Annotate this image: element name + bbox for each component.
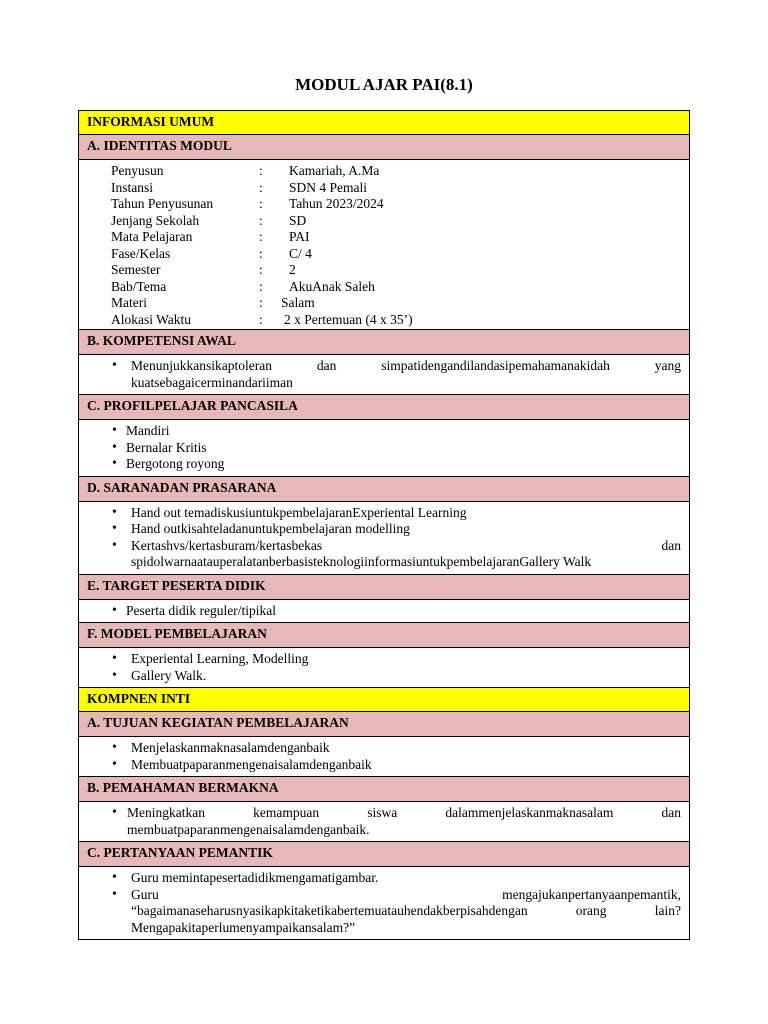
list-item: • Kertashvs/kertasburam/kertasbekas dan spidolwarnaatauperalatanberbasisteknologiinformasiuntukpembelajaranGallery Walk (87, 538, 681, 571)
identity-value: SD (289, 212, 307, 228)
identity-value: Kamariah, A.Ma (289, 163, 380, 178)
identity-separator: : (259, 295, 263, 310)
identity-label: Jenjang Sekolah (111, 212, 200, 228)
identity-label: Bab/Tema (111, 278, 167, 294)
section-header-informasi-umum: INFORMASI UMUM (79, 111, 689, 135)
section-header-identitas: A. IDENTITAS MODUL (79, 135, 689, 160)
pemahaman-body (79, 802, 689, 842)
list-item: • Peserta didik reguler/tipikal (87, 603, 681, 620)
list-item: • Experiental Learning, Modelling (87, 651, 681, 668)
identity-row (87, 196, 681, 213)
identity-value: SDN 4 Pemali (289, 179, 368, 195)
list-item: • Guru mengajukanpertanyaanpemantik, “bagaimanaseharusnyasikapkitaketikabertemuatauhendakberpisahdengan orang lain? Mengapakitaperlumenyampaikansalam?” (87, 887, 681, 937)
tujuan-body (79, 737, 689, 777)
identity-value: Tahun 2023/2024 (289, 196, 384, 211)
identity-value: Salam (281, 295, 315, 310)
pertanyaan-body (79, 867, 689, 939)
identity-label: Materi (111, 295, 147, 310)
identity-separator: : (259, 311, 263, 327)
list-item: • Mandiri (87, 423, 681, 440)
identity-label: Alokasi Waktu (111, 311, 192, 327)
identity-row (87, 180, 681, 197)
identity-separator: : (259, 179, 263, 195)
identity-row (87, 279, 681, 296)
list-item: • Hand outkisahteladanuntukpembelajaran modelling (87, 521, 681, 538)
target-body (79, 600, 689, 624)
list-item: • Gallery Walk. (87, 668, 681, 685)
list-item: • Menunjukkansikaptoleran dan simpatidengandilandasipemahamanakidah yang kuatsebagaicerminandariiman (87, 358, 681, 391)
identity-separator: : (259, 245, 263, 261)
document-title: MODUL AJAR PAI(8.1) (295, 75, 473, 94)
module-table (78, 110, 690, 940)
identity-separator: : (259, 262, 263, 277)
identity-separator: : (259, 163, 263, 178)
identity-separator: : (259, 278, 263, 294)
identity-row (87, 213, 681, 230)
identity-row (87, 163, 681, 180)
list-item: • Menjelaskanmaknasalamdenganbaik (87, 740, 681, 757)
section-header-target: E. TARGET PESERTA DIDIK (79, 575, 689, 600)
identity-label: Semester (111, 262, 161, 277)
identity-separator: : (259, 196, 263, 211)
identity-value: C/ 4 (289, 245, 312, 261)
list-item: • Bernalar Kritis (87, 440, 681, 457)
section-header-pertanyaan: C. PERTANYAAN PEMANTIK (79, 842, 689, 867)
list-item: • Meningkatkan kemampuan siswa dalammenjelaskanmaknasalam dan membuatpaparanmengenaisalamdenganbaik. (87, 805, 681, 838)
section-header-pemahaman: B. PEMAHAMAN BERMAKNA (79, 777, 689, 802)
identitas-body (79, 160, 689, 330)
identity-row (87, 312, 681, 329)
list-item: • Membuatpaparanmengenaisalamdenganbaik (87, 757, 681, 774)
identity-label: Penyusun (111, 163, 164, 178)
identity-value: PAI (289, 229, 310, 244)
section-header-model: F. MODEL PEMBELAJARAN (79, 623, 689, 648)
section-header-tujuan: A. TUJUAN KEGIATAN PEMBELAJARAN (79, 712, 689, 737)
profil-body (79, 420, 689, 477)
model-body (79, 648, 689, 688)
identity-label: Instansi (111, 179, 153, 195)
section-header-kompetensi: B. KOMPETENSI AWAL (79, 330, 689, 355)
identity-label: Mata Pelajaran (111, 229, 193, 244)
section-header-sarana: D. SARANADAN PRASARANA (79, 477, 689, 502)
sarana-body (79, 502, 689, 575)
list-item: • Guru memintapesertadidikmengamatigambar. (87, 870, 681, 887)
list-item: • Hand out temadiskusiuntukpembelajaranExperiental Learning (87, 505, 681, 522)
identity-separator: : (259, 229, 263, 244)
identity-row (87, 295, 681, 312)
identity-value: 2 (289, 262, 296, 277)
identity-separator: : (259, 212, 263, 228)
identity-value: 2 x Pertemuan (4 x 35’) (284, 311, 413, 327)
identity-label: Tahun Penyusunan (111, 196, 214, 211)
list-item: • Bergotong royong (87, 456, 681, 473)
identity-row (87, 262, 681, 279)
section-header-profil: C. PROFILPELAJAR PANCASILA (79, 395, 689, 420)
identity-row (87, 246, 681, 263)
identity-value: AkuAnak Saleh (289, 278, 375, 294)
identity-row (87, 229, 681, 246)
identity-label: Fase/Kelas (111, 245, 171, 261)
kompetensi-body (79, 355, 689, 395)
section-header-komponen-inti: KOMPNEN INTI (79, 688, 689, 712)
